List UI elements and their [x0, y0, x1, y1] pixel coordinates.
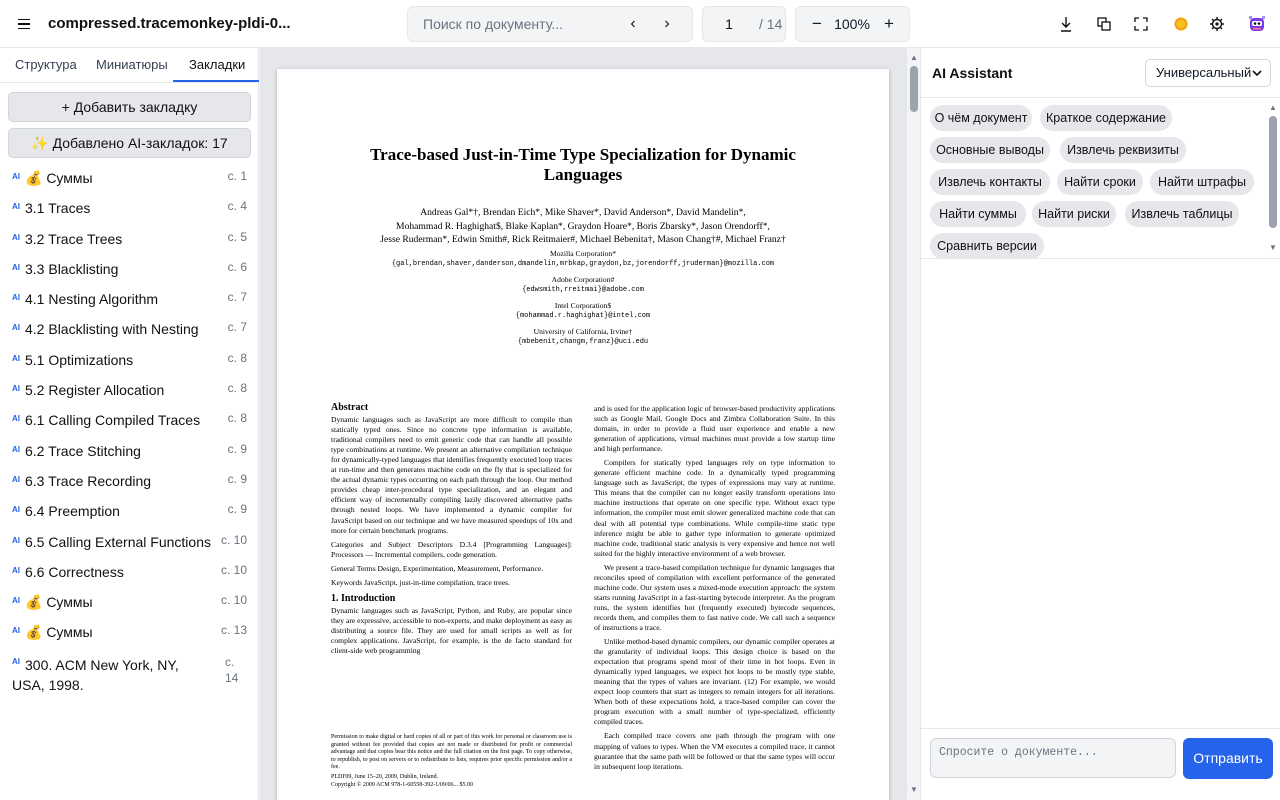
- paragraph: and is used for the application logic of browser-based productivity applications such as Google Mail, Google Docs and Zimbra Collaboration Suite. In this domain, in order to provide a fluid user experience and enable a new generation of applications, virtual machines must provide a low startup time and high performance.: [594, 404, 835, 454]
- ai-badge: AI: [12, 445, 20, 454]
- ai-badge: AI: [12, 566, 20, 575]
- tab-thumbnails[interactable]: Миниатюры: [96, 57, 168, 72]
- affiliation-email: {mbebenit,changm,franz}@uci.edu: [517, 338, 649, 346]
- ai-badge: AI: [12, 384, 20, 393]
- bookmark-page: с. 1: [227, 169, 247, 183]
- sidebar: [0, 48, 259, 800]
- ai-badge: AI: [12, 263, 20, 272]
- bookmark-item[interactable]: [0, 227, 259, 257]
- ai-badge: AI: [12, 414, 20, 423]
- bookmark-page: с. 7: [227, 320, 247, 334]
- bookmark-label: 4.1 Nesting Algorithm: [25, 291, 159, 307]
- introduction-heading: 1. Introduction: [331, 592, 396, 604]
- bookmark-page: с. 4: [227, 199, 247, 213]
- chip-about-document[interactable]: О чём документ: [930, 105, 1032, 131]
- download-icon[interactable]: [1056, 14, 1076, 34]
- paragraph: Unlike method-based dynamic compilers, our dynamic compiler operates at the granularity of individual loops. This design choice is based on the expectation that programs spend most of their time in hot loops. Even in dynamically typed languages, we expect hot loops to be mostly type stable, meaning that the types of values are invariant. (12) For example, we would expect loop counters that start as integers to remain integers for all iterations. When both of these expectations hold, a trace-based compiler can cover the program execution with a small number of type-specialized, efficiently compiled traces.: [594, 637, 835, 727]
- theme-toggle-icon[interactable]: [1171, 14, 1191, 34]
- bookmark-label: 💰 Суммы: [25, 594, 93, 610]
- bookmark-label: 5.1 Optimizations: [25, 352, 134, 368]
- footnote-conference: PLDI'09, June 15–20, 2009, Dublin, Ireland.: [331, 773, 439, 780]
- bookmark-label: 6.6 Correctness: [25, 564, 124, 580]
- zoom-level: 100%: [834, 16, 870, 32]
- affiliation-name: University of California, Irvine†: [533, 327, 633, 336]
- paragraph: Each compiled trace covers one path through the program with one mapping of values to types. When the VM executes a compiled trace, it cannot guarantee that the same path will be followed or that the same types will occur in subsequent loop iterations.: [594, 731, 835, 771]
- tab-structure[interactable]: Структура: [15, 57, 77, 72]
- chips-scrollbar-thumb[interactable]: [1269, 116, 1277, 228]
- bookmark-item[interactable]: [0, 287, 259, 317]
- bookmark-item[interactable]: [0, 499, 259, 529]
- paper-authors: [317, 206, 849, 247]
- bookmark-page: с. 14: [225, 655, 239, 685]
- ai-header: [921, 48, 1280, 98]
- bookmark-label: 6.4 Preemption: [25, 503, 120, 519]
- bookmark-page: с. 5: [227, 230, 247, 244]
- bookmark-page: с. 10: [220, 533, 247, 547]
- affiliation: [317, 301, 849, 321]
- paragraph: We present a trace-based compilation technique for dynamic languages that reconciles speed of compilation with excellent performance of the generated machine code. Our system uses a mixed-mode execution approach: the system starts running JavaScript in a fast-starting bytecode interpreter. As the program runs, the system identifies hot (frequently executed) bytecode sequences, records them, and compiles them to fast native code. We call such a sequence of instructions a trace.: [594, 562, 835, 632]
- chip-key-findings[interactable]: Основные выводы: [930, 137, 1050, 163]
- affiliation-email: {mohammad.r.haghighat}@intel.com: [515, 312, 651, 320]
- ai-input-area: [921, 728, 1280, 800]
- ai-badge: AI: [12, 475, 20, 484]
- bookmark-label: 3.1 Traces: [25, 200, 91, 216]
- affiliation-name: Mozilla Corporation*: [549, 249, 616, 258]
- pdf-viewer[interactable]: [260, 48, 906, 800]
- bookmark-page: с. 9: [227, 472, 247, 486]
- chip-compare-versions[interactable]: Сравнить версии: [930, 233, 1044, 259]
- mode-select[interactable]: [1145, 59, 1271, 87]
- zoom-control: [795, 6, 910, 42]
- bookmark-page: с. 6: [227, 260, 247, 274]
- page-number-input[interactable]: [709, 15, 749, 33]
- ai-badge: AI: [12, 536, 20, 545]
- page-navigator: [702, 6, 786, 42]
- affiliation: [317, 275, 849, 295]
- footnote: [331, 734, 572, 789]
- footnote-copyright: Copyright © 2009 ACM 978-1-60558-392-1/09/06... $5.00: [331, 781, 474, 788]
- bookmark-item[interactable]: [0, 560, 259, 590]
- search-box: [407, 6, 693, 42]
- ai-badge: AI: [12, 202, 20, 211]
- keywords-text: Keywords JavaScript, just-in-time compilation, trace trees.: [331, 577, 510, 587]
- introduction-text: Dynamic languages such as JavaScript, Python, and Ruby, are popular since they are expressive, accessible to non-experts, and make deployment as easy as distributing a source file. They are used for small scripts as well as for complex applications. JavaScript, for example, is the de facto standard for client-side web programming: [331, 605, 573, 656]
- bookmark-label: 300. ACM New York, NY, USA, 1998.: [12, 657, 179, 693]
- bookmark-label: 6.3 Trace Recording: [25, 473, 152, 489]
- bookmark-label: 💰 Суммы: [25, 170, 93, 186]
- bookmark-page: с. 8: [227, 381, 247, 395]
- ai-badge: AI: [12, 657, 20, 666]
- zoom-out-button[interactable]: −: [812, 14, 822, 33]
- chip-find-amounts[interactable]: Найти суммы: [930, 201, 1026, 227]
- top-bar: [0, 0, 1280, 48]
- ai-title: AI Assistant: [932, 65, 1013, 81]
- bookmark-item[interactable]: [0, 378, 259, 408]
- authors-line: Mohammad R. Haghighat$, Blake Kaplan*, Graydon Hoare*, Boris Zbarsky*, Jason Orendorff*,: [396, 220, 770, 232]
- ai-assistant-panel: [920, 48, 1280, 800]
- prev-result-button[interactable]: ‹: [630, 15, 636, 32]
- chevron-down-icon: [1252, 60, 1262, 97]
- ai-badge: AI: [12, 233, 20, 242]
- chip-find-penalties[interactable]: Найти штрафы: [1150, 169, 1254, 195]
- copy-pages-icon[interactable]: [1094, 14, 1114, 34]
- footnote-text: Permission to make digital or hard copies of all or part of this work for personal or classroom use is granted without fee provided that copies are not made or distributed for profit or commercial advantage and that copies bear this notice and the full citation on the first page. To copy otherwise, to republish, to post on servers or to redistribute to lists, requires prior specific permission and/or a fee.: [331, 734, 572, 771]
- page-total: / 14: [759, 16, 783, 32]
- bookmark-label: 5.2 Register Allocation: [25, 382, 165, 398]
- mode-select-value: Универсальный: [1156, 65, 1252, 80]
- fullscreen-icon[interactable]: [1131, 14, 1151, 34]
- categories-text: Categories and Subject Descriptors D.3.4 [Programming Languages]: Processors — Incremental compilers, code generation.: [331, 539, 572, 559]
- bookmark-item[interactable]: [0, 196, 259, 226]
- bookmark-item[interactable]: [0, 469, 259, 499]
- ai-badge: AI: [12, 354, 20, 363]
- bookmark-item[interactable]: [0, 651, 259, 695]
- scroll-up-arrow-icon[interactable]: ▲: [1269, 103, 1277, 112]
- search-input[interactable]: [408, 7, 608, 41]
- settings-gear-icon[interactable]: [1207, 14, 1227, 34]
- ai-question-input[interactable]: [930, 738, 1176, 778]
- tab-bookmarks[interactable]: Закладки: [189, 57, 246, 72]
- abstract-heading: Abstract: [331, 402, 369, 413]
- bookmark-label: 💰 Суммы: [25, 624, 93, 640]
- ai-badge: AI: [12, 626, 20, 635]
- bookmark-page: с. 7: [227, 290, 247, 304]
- menu-icon[interactable]: [14, 14, 34, 34]
- bookmark-page: с. 13: [220, 623, 247, 637]
- scroll-up-arrow-icon[interactable]: ▲: [910, 53, 918, 62]
- ai-badge: AI: [12, 293, 20, 302]
- general-terms-text: General Terms Design, Experimentation, Measurement, Performance.: [331, 563, 544, 573]
- bookmark-item[interactable]: [0, 317, 259, 347]
- chip-find-risks[interactable]: Найти риски: [1032, 201, 1116, 227]
- sidebar-tabs: [0, 48, 259, 83]
- bookmark-page: с. 8: [227, 351, 247, 365]
- ai-badge: AI: [12, 505, 20, 514]
- viewer-scrollbar[interactable]: [906, 48, 920, 800]
- affiliation-name: Adobe Corporation#: [551, 275, 615, 284]
- left-column: [331, 403, 572, 660]
- bookmark-page: с. 10: [220, 593, 247, 607]
- authors-line: Andreas Gal*†, Brendan Eich*, Mike Shaver*, David Anderson*, David Mandelin*,: [420, 207, 746, 218]
- bookmark-item[interactable]: [0, 166, 259, 196]
- affiliation: [317, 249, 849, 269]
- bookmark-label: 6.2 Trace Stitching: [25, 443, 141, 459]
- right-column: [594, 404, 835, 776]
- bookmark-label: 3.2 Trace Trees: [25, 231, 123, 247]
- user-avatar-icon[interactable]: [1247, 14, 1267, 34]
- document-title: compressed.tracemonkey-pldi-0...: [48, 15, 291, 32]
- affiliation: [317, 327, 849, 347]
- send-button[interactable]: Отправить: [1183, 738, 1273, 779]
- bookmark-page: с. 9: [227, 442, 247, 456]
- chip-extract-tables[interactable]: Извлечь таблицы: [1125, 201, 1239, 227]
- paragraph: Compilers for statically typed languages rely on type information to generate efficient machine code. In a dynamically typed programming language such as JavaScript, the types of expressions may vary at runtime. This means that the compiler can no longer easily transform operations into machine instructions that operate on one specific type. Without exact type information, the compiler must emit slower generalized machine code that can deal with all potential type combinations. While compile-time static type inference might be able to gather type information to generate optimized machine code, traditional static analysis is very expensive and hence not well suited for the highly interactive environment of a web browser.: [594, 458, 835, 558]
- bookmark-item[interactable]: [0, 590, 259, 620]
- scroll-down-arrow-icon[interactable]: ▼: [1269, 243, 1277, 252]
- scroll-down-arrow-icon[interactable]: ▼: [910, 785, 918, 794]
- scrollbar-thumb[interactable]: [910, 66, 918, 112]
- affiliation-email: {edwsmith,rreitmai}@adobe.com: [522, 286, 644, 294]
- bookmark-page: с. 9: [227, 502, 247, 516]
- chip-extract-details[interactable]: Извлечь реквизиты: [1060, 137, 1186, 163]
- chip-extract-contacts[interactable]: Извлечь контакты: [930, 169, 1050, 195]
- zoom-in-button[interactable]: +: [884, 14, 894, 33]
- ai-bookmarks-button[interactable]: ✨ Добавлено AI-закладок: 17: [8, 128, 251, 158]
- bookmark-label: 6.1 Calling Compiled Traces: [25, 412, 201, 428]
- ai-badge: AI: [12, 323, 20, 332]
- active-tab-indicator: [173, 80, 259, 82]
- bookmark-label: 3.3 Blacklisting: [25, 261, 119, 277]
- add-bookmark-button[interactable]: + Добавить закладку: [8, 92, 251, 122]
- affiliation-name: Intel Corporation$: [554, 301, 612, 310]
- bookmark-item[interactable]: [0, 620, 259, 650]
- bookmark-item[interactable]: [0, 348, 259, 378]
- pdf-page: [277, 69, 889, 800]
- bookmark-item[interactable]: [0, 408, 259, 438]
- quick-actions: [921, 99, 1280, 259]
- ai-badge: AI: [12, 172, 20, 181]
- abstract-text: Dynamic languages such as JavaScript are more difficult to compile than statically typed ones. Since no concrete type information is available, traditional compilers need to emit generic code that can handle all possible type combinations at runtime. We present an alternative compilation technique for dynamically-typed languages that identifies frequently executed loop traces at run-time and then generates machine code on the fly that is specialized for the actual dynamic types occurring on each path through the loop. Our method provides cheap inter-procedural type specialization, and an elegant and efficient way of incrementally compiling lazily discovered alternative paths through nested loops. We have implemented a dynamic compiler for JavaScript based on our technique and we have measured speedups of 10x and more for certain benchmark programs.: [331, 415, 572, 535]
- authors-line: Jesse Ruderman*, Edwin Smith#, Rick Reitmaier#, Michael Bebenita†, Mason Chang†#, Michael Franz†: [380, 234, 786, 245]
- next-result-button[interactable]: ›: [664, 15, 670, 32]
- bookmark-label: 6.5 Calling External Functions: [25, 534, 211, 550]
- bookmark-item[interactable]: [0, 530, 259, 560]
- bookmark-page: с. 8: [227, 411, 247, 425]
- chips-scrollbar[interactable]: [1265, 99, 1279, 259]
- bookmark-label: 4.2 Blacklisting with Nesting: [25, 321, 199, 337]
- ai-badge: AI: [12, 596, 20, 605]
- bookmark-item[interactable]: [0, 257, 259, 287]
- bookmark-item[interactable]: [0, 439, 259, 469]
- affiliation-email: {gal,brendan,shaver,danderson,dmandelin,mrbkap,graydon,bz,jorendorff,jruderman}@mozilla.com: [391, 260, 775, 268]
- chip-summary[interactable]: Краткое содержание: [1040, 105, 1172, 131]
- bookmark-page: с. 10: [220, 563, 247, 577]
- chip-find-deadlines[interactable]: Найти сроки: [1057, 169, 1143, 195]
- paper-title: Trace-based Just-in-Time Type Specialization for Dynamic Languages: [370, 145, 796, 184]
